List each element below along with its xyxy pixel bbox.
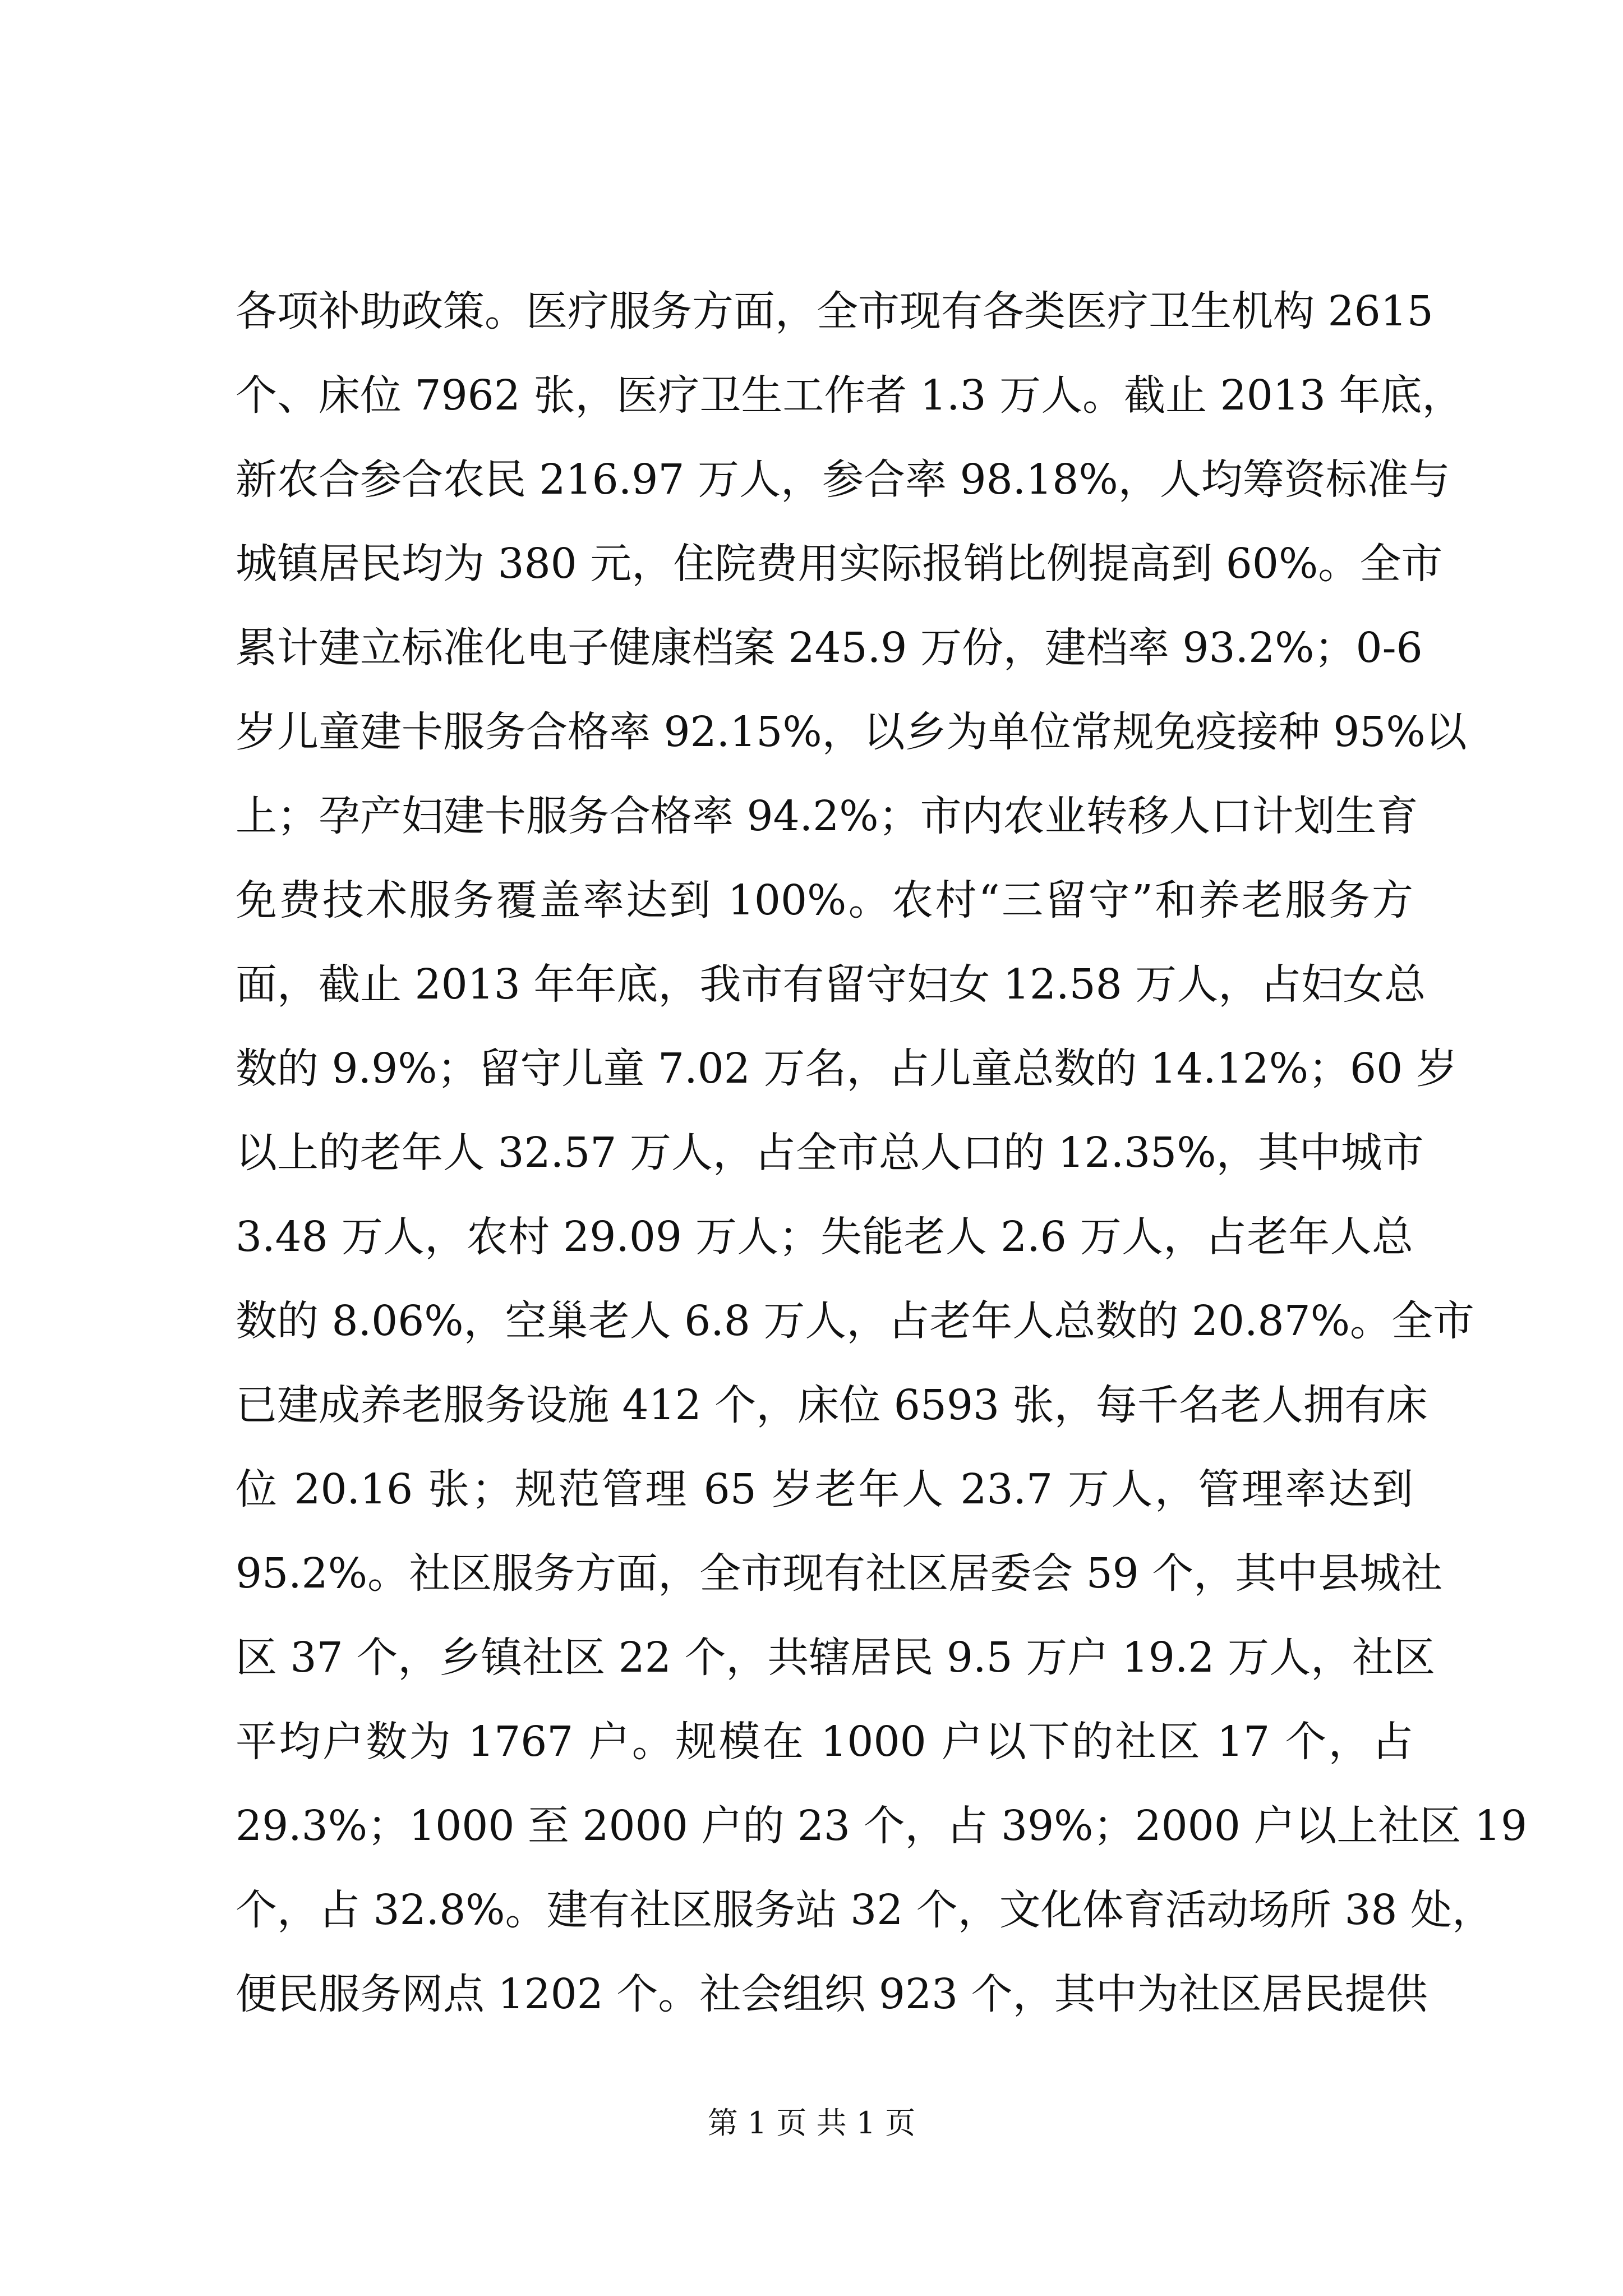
text-line: 95.2%。社区服务方面，全市现有社区居委会 59 个，其中县城社 bbox=[236, 1549, 1443, 1598]
text-line: 累计建立标准化电子健康档案 245.9 万份，建档率 93.2%；0-6 bbox=[236, 624, 1423, 672]
text-line: 岁儿童建卡服务合格率 92.15%，以乡为单位常规免疫接种 95%以 bbox=[236, 708, 1467, 756]
text-line: 免费技术服务覆盖率达到 100%。农村“三留守”和养老服务方 bbox=[236, 876, 1413, 924]
text-line: 各项补助政策。医疗服务方面，全市现有各类医疗卫生机构 2615 bbox=[236, 287, 1433, 335]
text-line: 数的 9.9%；留守儿童 7.02 万名，占儿童总数的 14.12%；60 岁 bbox=[236, 1045, 1458, 1093]
text-line: 数的 8.06%，空巢老人 6.8 万人，占老年人总数的 20.87%。全市 bbox=[236, 1297, 1475, 1345]
text-line: 个、床位 7962 张，医疗卫生工作者 1.3 万人。截止 2013 年底， bbox=[236, 371, 1464, 420]
text-line: 已建成养老服务设施 412 个，床位 6593 张，每千名老人拥有床 bbox=[236, 1381, 1428, 1429]
text-line: 便民服务网点 1202 个。社会组织 923 个，其中为社区居民提供 bbox=[236, 1970, 1428, 2018]
text-line: 平均户数为 1767 户。规模在 1000 户以下的社区 17 个，占 bbox=[236, 1718, 1413, 1766]
text-line: 以上的老年人 32.57 万人，占全市总人口的 12.35%，其中城市 bbox=[236, 1129, 1424, 1177]
text-line: 位 20.16 张；规范管理 65 岁老年人 23.7 万人，管理率达到 bbox=[236, 1465, 1413, 1513]
text-line: 29.3%；1000 至 2000 户的 23 个，占 39%；2000 户以上社区 19 bbox=[236, 1802, 1528, 1850]
text-line: 个，占 32.8%。建有社区服务站 32 个，文化体育活动场所 38 处， bbox=[236, 1886, 1494, 1934]
text-line: 上；孕产妇建卡服务合格率 94.2%；市内农业转移人口计划生育 bbox=[236, 792, 1418, 840]
text-line: 城镇居民均为 380 元，住院费用实际报销比例提高到 60%。全市 bbox=[236, 540, 1443, 588]
text-line: 面，截止 2013 年年底，我市有留守妇女 12.58 万人，占妇女总 bbox=[236, 960, 1426, 1009]
text-line: 新农合参合农民 216.97 万人，参合率 98.18%，人均筹资标准与 bbox=[236, 455, 1450, 504]
text-line: 区 37 个，乡镇社区 22 个，共辖居民 9.5 万户 19.2 万人，社区 bbox=[236, 1634, 1435, 1682]
text-line: 3.48 万人，农村 29.09 万人；失能老人 2.6 万人，占老年人总 bbox=[236, 1213, 1413, 1261]
page-footer: 第 1 页 共 1 页 bbox=[707, 2105, 916, 2141]
